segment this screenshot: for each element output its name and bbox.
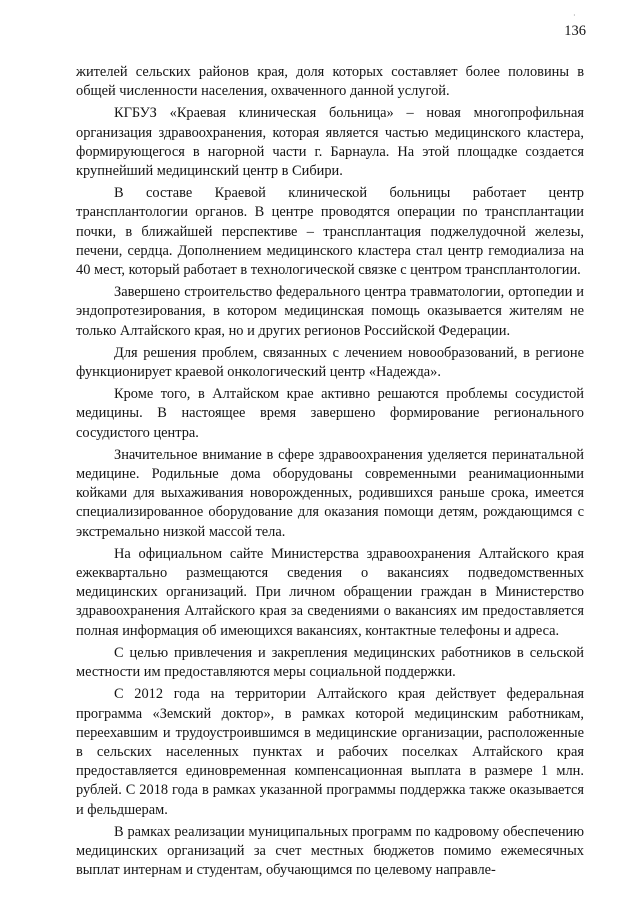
paragraph-perinatal: Значительное внимание в сфере здравоохранения уделяется перинатальной медицине. Родильные дома оборудованы современными реанимационными койками для выхаживания новорожденных, родившихся раньше срока, имеется специализированное оборудование для оказания помощи детям, рождающимся с экстремально низкой массой тела. bbox=[76, 446, 584, 540]
paragraph-vascular-center: Кроме того, в Алтайском крае активно решаются проблемы сосудистой медицины. В настоящее время завершено формирование регионального сосудистого центра. bbox=[76, 386, 584, 441]
corner-mark: · bbox=[573, 11, 576, 20]
paragraph-continuation: жителей сельских районов края, доля которых составляет более половины в общей численности населения, охваченного данной услугой. bbox=[76, 64, 584, 100]
document-body bbox=[76, 63, 584, 883]
paragraph-oncology-center: Для решения проблем, связанных с лечением новообразований, в регионе функционирует краевой онкологический центр «Надежда». bbox=[76, 344, 584, 381]
paragraph-transplant-center: В составе Краевой клинической больницы работает центр трансплантологии органов. В центре проводятся операции по трансплантации почки, в ближайшей перспективе – трансплантация поджелудочной железы, печени, сердца. Дополнением медицинского кластера стал центр гемодиализа на 40 мест, который работает в технологической связке с центром трансплантологии. bbox=[76, 185, 584, 279]
paragraph-vacancies: На официальном сайте Министерства здравоохранения Алтайского края ежеквартально размещаются сведения о вакансиях подведомственных медицинских организаций. При личном обращении граждан в Министерство здравоохранения Алтайского края за сведениями о вакансиях им предоставляется полная информация об имеющихся вакансиях, контактные телефоны и адреса. bbox=[76, 545, 584, 639]
paragraph-zemsky-doctor: С 2012 года на территории Алтайского края действует федеральная программа «Земский доктор», в рамках которой медицинским работникам, переехавшим и трудоустроившимся в медицинские организации, расположенные в сельских населенных пунктах и рабочих поселках Алтайского края предоставляется единовременная компенсационная выплата в размере 1 млн. рублей. С 2018 года в рамках указанной программы поддержка также оказывается и фельдшерам. bbox=[76, 686, 584, 818]
page-number: 136 bbox=[564, 23, 586, 39]
paragraph-regional-hospital: КГБУЗ «Краевая клиническая больница» – новая многопрофильная организация здравоохранения, которая является частью медицинского кластера, формирующегося в нагорной части г. Барнаула. На этой площадке создается крупнейший медицинский центр в Сибири. bbox=[76, 105, 584, 180]
paragraph-trauma-center: Завершено строительство федерального центра травматологии, ортопедии и эндопротезирования, в котором медицинская помощь оказывается жителям не только Алтайского края, но и других регионов Российской Федерации. bbox=[76, 284, 584, 339]
paragraph-rural-support: С целью привлечения и закрепления медицинских работников в сельской местности им предоставляются меры социальной поддержки. bbox=[76, 644, 584, 681]
paragraph-municipal-programs: В рамках реализации муниципальных программ по кадровому обеспечению медицинских организаций за счет местных бюджетов помимо ежемесячных выплат интернам и студентам, обучающимся по целевому направле- bbox=[76, 823, 584, 879]
